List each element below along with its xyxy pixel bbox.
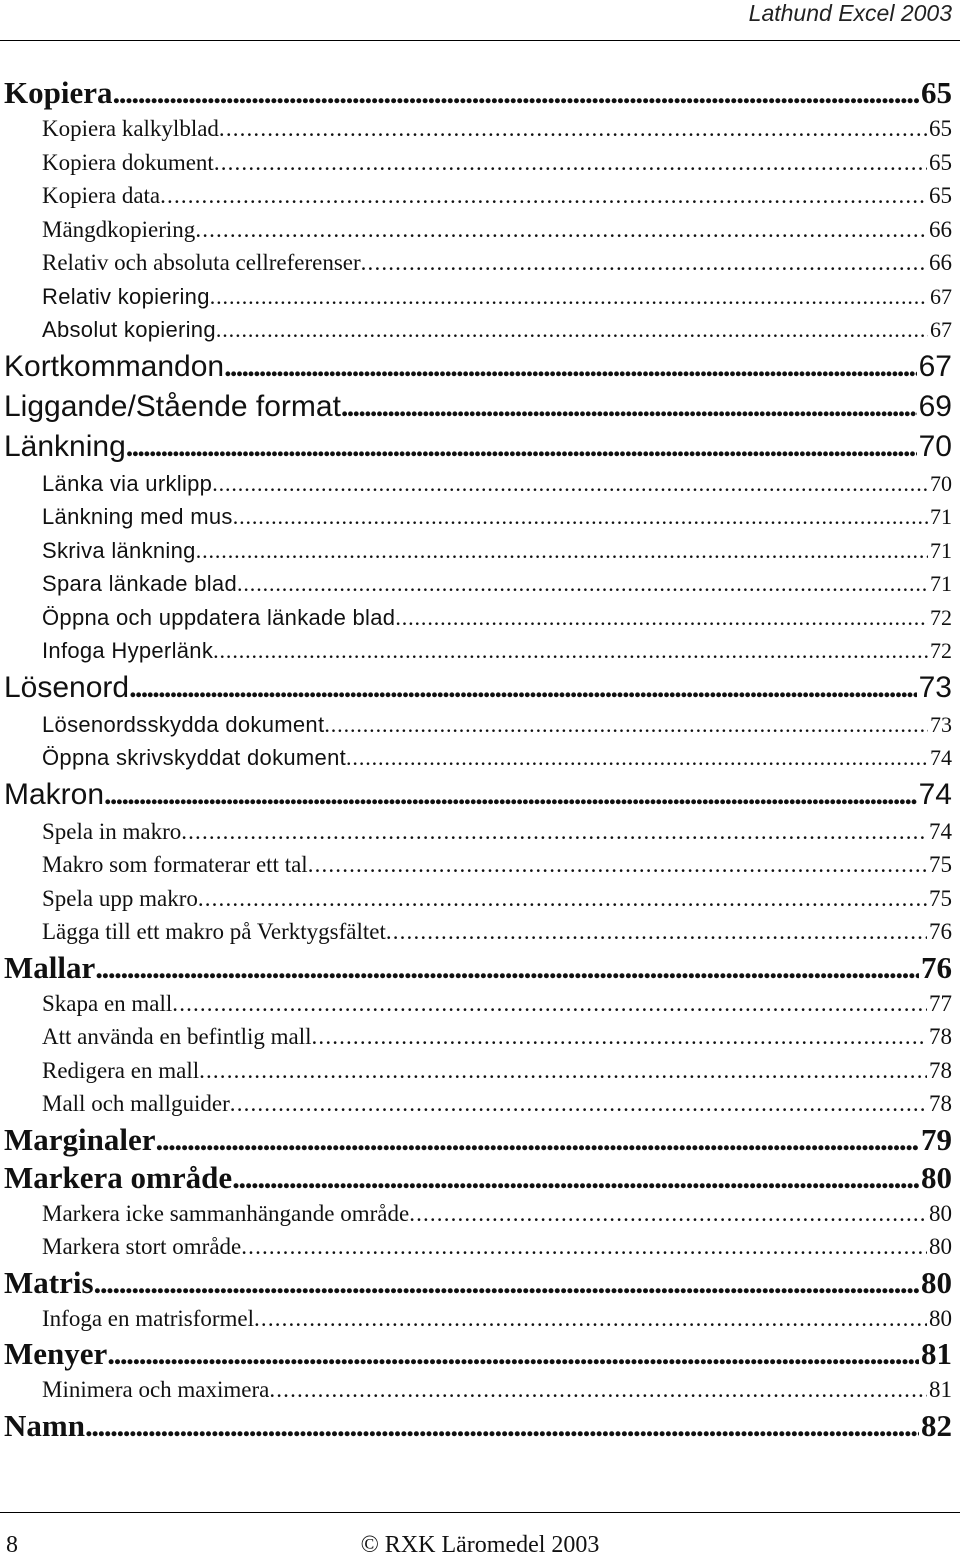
toc-subsection-entry	[4, 500, 952, 534]
table-of-contents	[4, 74, 952, 1445]
toc-entry-label: Makron	[4, 777, 105, 811]
toc-subsection-entry	[4, 280, 952, 314]
toc-dot-leader	[195, 213, 927, 247]
toc-dot-leader	[160, 179, 927, 213]
toc-entry-label: Lägga till ett makro på Verktygsfältet	[42, 919, 386, 944]
toc-entry-label: Kopiera data	[42, 183, 161, 208]
toc-dot-leader	[254, 1302, 927, 1336]
toc-entry-label: Mall och mallguider	[42, 1091, 230, 1116]
toc-dot-leader	[198, 882, 927, 916]
toc-dot-leader	[232, 1159, 919, 1197]
toc-subsection-entry	[4, 1020, 952, 1054]
toc-subsection-entry	[4, 1087, 952, 1121]
toc-dot-leader	[269, 1373, 927, 1407]
toc-entry-page: 80	[929, 1305, 952, 1331]
toc-entry-label: Namn	[4, 1407, 85, 1443]
toc-entry-label: Spela in makro	[42, 818, 182, 844]
toc-entry-label: Lösenord	[4, 670, 130, 704]
toc-dot-leader	[324, 708, 928, 742]
toc-entry-page: 74	[930, 745, 952, 770]
toc-dot-leader	[230, 1087, 927, 1121]
toc-dot-leader	[172, 987, 927, 1021]
toc-entry-page: 67	[930, 317, 952, 342]
toc-dot-leader	[386, 915, 927, 949]
toc-subsection-entry	[4, 1230, 952, 1264]
toc-entry-page: 71	[930, 571, 952, 596]
toc-dot-leader	[409, 1197, 927, 1231]
toc-entry-page: 80	[921, 1264, 952, 1300]
toc-dot-leader	[156, 1121, 919, 1159]
toc-entry-page: 66	[929, 250, 952, 275]
toc-entry-page: 70	[918, 429, 952, 463]
toc-subsection-entry	[4, 467, 952, 501]
toc-entry-label: Länkning	[4, 429, 126, 463]
toc-subsection-entry	[4, 848, 952, 882]
toc-entry-label: Infoga en matrisformel	[42, 1305, 255, 1331]
toc-dot-leader	[213, 634, 928, 668]
toc-dot-leader	[85, 1407, 919, 1445]
toc-dot-leader	[224, 347, 917, 387]
toc-dot-leader	[113, 74, 920, 112]
toc-entry-label: Markera stort område	[42, 1234, 242, 1259]
toc-entry-label: Öppna och uppdatera länkade blad	[42, 604, 396, 630]
toc-dot-leader	[308, 848, 927, 882]
toc-dot-leader	[241, 1230, 927, 1264]
toc-subsection-entry	[4, 213, 952, 247]
toc-dot-leader	[216, 313, 928, 347]
toc-entry-page: 78	[929, 1024, 952, 1049]
toc-dot-leader	[129, 668, 917, 708]
toc-entry-page: 81	[921, 1336, 952, 1371]
toc-entry-label: Kopiera dokument	[42, 149, 214, 175]
page-header	[0, 0, 960, 41]
toc-entry-page: 74	[918, 777, 952, 811]
toc-dot-leader	[341, 387, 917, 427]
toc-subsection-entry	[4, 1373, 952, 1407]
toc-entry-page: 75	[929, 885, 952, 911]
toc-entry-page: 71	[930, 537, 952, 563]
toc-section-entry	[4, 347, 952, 387]
toc-dot-leader	[346, 741, 928, 775]
toc-entry-page: 70	[930, 470, 952, 496]
toc-entry-label: Infoga Hyperlänk	[42, 638, 214, 663]
toc-entry-page: 81	[929, 1377, 952, 1402]
toc-subsection-entry	[4, 567, 952, 601]
toc-entry-label: Skriva länkning	[42, 537, 196, 563]
toc-entry-label: Liggande/Stående format	[4, 389, 341, 423]
toc-entry-label: Makro som formaterar ett tal	[42, 852, 308, 877]
toc-dot-leader	[95, 949, 919, 987]
toc-entry-page: 79	[921, 1121, 952, 1157]
toc-entry-page: 75	[929, 852, 952, 877]
toc-entry-label: Länkning med mus	[42, 504, 233, 529]
toc-entry-label: Lösenordsskydda dokument	[42, 711, 325, 737]
toc-subsection-entry	[4, 634, 952, 668]
toc-section-entry	[4, 1407, 952, 1445]
toc-entry-page: 72	[930, 604, 952, 630]
toc-section-entry	[4, 949, 952, 987]
toc-entry-label: Mallar	[4, 949, 96, 985]
toc-entry-label: Minimera och maximera	[42, 1377, 270, 1402]
toc-entry-page: 76	[921, 949, 952, 985]
toc-dot-leader	[126, 427, 917, 467]
toc-entry-page: 80	[929, 1234, 952, 1259]
toc-entry-label: Kopiera	[4, 75, 113, 110]
page-footer	[0, 1512, 960, 1562]
toc-dot-leader	[94, 1264, 919, 1302]
toc-entry-page: 82	[921, 1407, 952, 1443]
toc-entry-label: Redigera en mall	[42, 1057, 200, 1083]
toc-entry-page: 76	[929, 919, 952, 944]
toc-dot-leader	[214, 146, 927, 180]
toc-entry-page: 80	[929, 1200, 952, 1226]
toc-entry-page: 73	[930, 711, 952, 737]
toc-entry-page: 65	[921, 75, 952, 110]
toc-dot-leader	[237, 567, 928, 601]
toc-dot-leader	[210, 280, 928, 314]
toc-section-entry	[4, 1121, 952, 1159]
toc-section-entry	[4, 668, 952, 708]
toc-dot-leader	[181, 815, 927, 849]
toc-entry-page: 65	[929, 116, 952, 141]
toc-subsection-entry	[4, 815, 952, 849]
toc-entry-label: Spara länkade blad	[42, 571, 237, 596]
toc-dot-leader	[219, 112, 927, 146]
toc-subsection-entry	[4, 179, 952, 213]
toc-entry-page: 66	[929, 216, 952, 242]
toc-entry-label: Kopiera kalkylblad	[42, 116, 219, 141]
toc-entry-label: Mängdkopiering	[42, 216, 196, 242]
toc-entry-page: 69	[918, 389, 952, 423]
toc-subsection-entry	[4, 1054, 952, 1088]
toc-subsection-entry	[4, 313, 952, 347]
toc-entry-page: 65	[929, 149, 952, 175]
toc-dot-leader	[212, 467, 928, 501]
toc-section-entry	[4, 1159, 952, 1197]
toc-section-entry	[4, 74, 952, 112]
toc-subsection-entry	[4, 246, 952, 280]
toc-entry-page: 67	[930, 283, 952, 309]
toc-section-entry	[4, 775, 952, 815]
toc-entry-label: Markera område	[4, 1159, 233, 1195]
toc-subsection-entry	[4, 915, 952, 949]
toc-entry-label: Matris	[4, 1264, 94, 1300]
toc-dot-leader	[107, 1335, 919, 1373]
toc-entry-label: Marginaler	[4, 1121, 156, 1157]
toc-subsection-entry	[4, 146, 952, 180]
toc-subsection-entry	[4, 708, 952, 742]
toc-dot-leader	[196, 534, 928, 568]
toc-entry-label: Spela upp makro	[42, 885, 198, 911]
toc-dot-leader	[233, 500, 928, 534]
toc-section-entry	[4, 1335, 952, 1373]
toc-subsection-entry	[4, 601, 952, 635]
toc-entry-label: Relativ och absoluta cellreferenser	[42, 250, 361, 275]
toc-subsection-entry	[4, 1302, 952, 1336]
toc-entry-page: 74	[929, 818, 952, 844]
toc-entry-label: Skapa en mall	[42, 990, 173, 1016]
toc-entry-page: 80	[921, 1159, 952, 1195]
toc-dot-leader	[312, 1020, 927, 1054]
toc-section-entry	[4, 387, 952, 427]
toc-dot-leader	[361, 246, 927, 280]
toc-dot-leader	[395, 601, 928, 635]
toc-entry-label: Kortkommandon	[4, 349, 225, 383]
toc-subsection-entry	[4, 534, 952, 568]
toc-entry-page: 65	[929, 183, 952, 208]
toc-entry-page: 72	[930, 638, 952, 663]
toc-subsection-entry	[4, 1197, 952, 1231]
toc-entry-page: 78	[929, 1057, 952, 1083]
toc-subsection-entry	[4, 741, 952, 775]
toc-entry-label: Absolut kopiering	[42, 317, 216, 342]
copyright-notice: © RXK Läromedel 2003	[360, 1532, 600, 1558]
toc-subsection-entry	[4, 987, 952, 1021]
toc-entry-label: Att använda en befintlig mall	[42, 1024, 312, 1049]
page-number: 8	[6, 1532, 18, 1558]
toc-entry-label: Markera icke sammanhängande område	[42, 1200, 410, 1226]
toc-dot-leader	[104, 775, 917, 815]
toc-entry-page: 67	[918, 349, 952, 383]
toc-entry-label: Öppna skrivskyddat dokument	[42, 745, 347, 770]
toc-entry-label: Relativ kopiering	[42, 283, 210, 309]
toc-entry-page: 78	[929, 1091, 952, 1116]
toc-subsection-entry	[4, 112, 952, 146]
toc-dot-leader	[199, 1054, 927, 1088]
toc-section-entry	[4, 427, 952, 467]
toc-entry-page: 73	[918, 670, 952, 704]
toc-entry-label: Länka via urklipp	[42, 470, 213, 496]
toc-subsection-entry	[4, 882, 952, 916]
toc-entry-label: Menyer	[4, 1336, 108, 1371]
toc-entry-page: 77	[929, 990, 952, 1016]
running-title: Lathund Excel 2003	[748, 0, 952, 26]
toc-entry-page: 71	[930, 504, 952, 529]
toc-section-entry	[4, 1264, 952, 1302]
